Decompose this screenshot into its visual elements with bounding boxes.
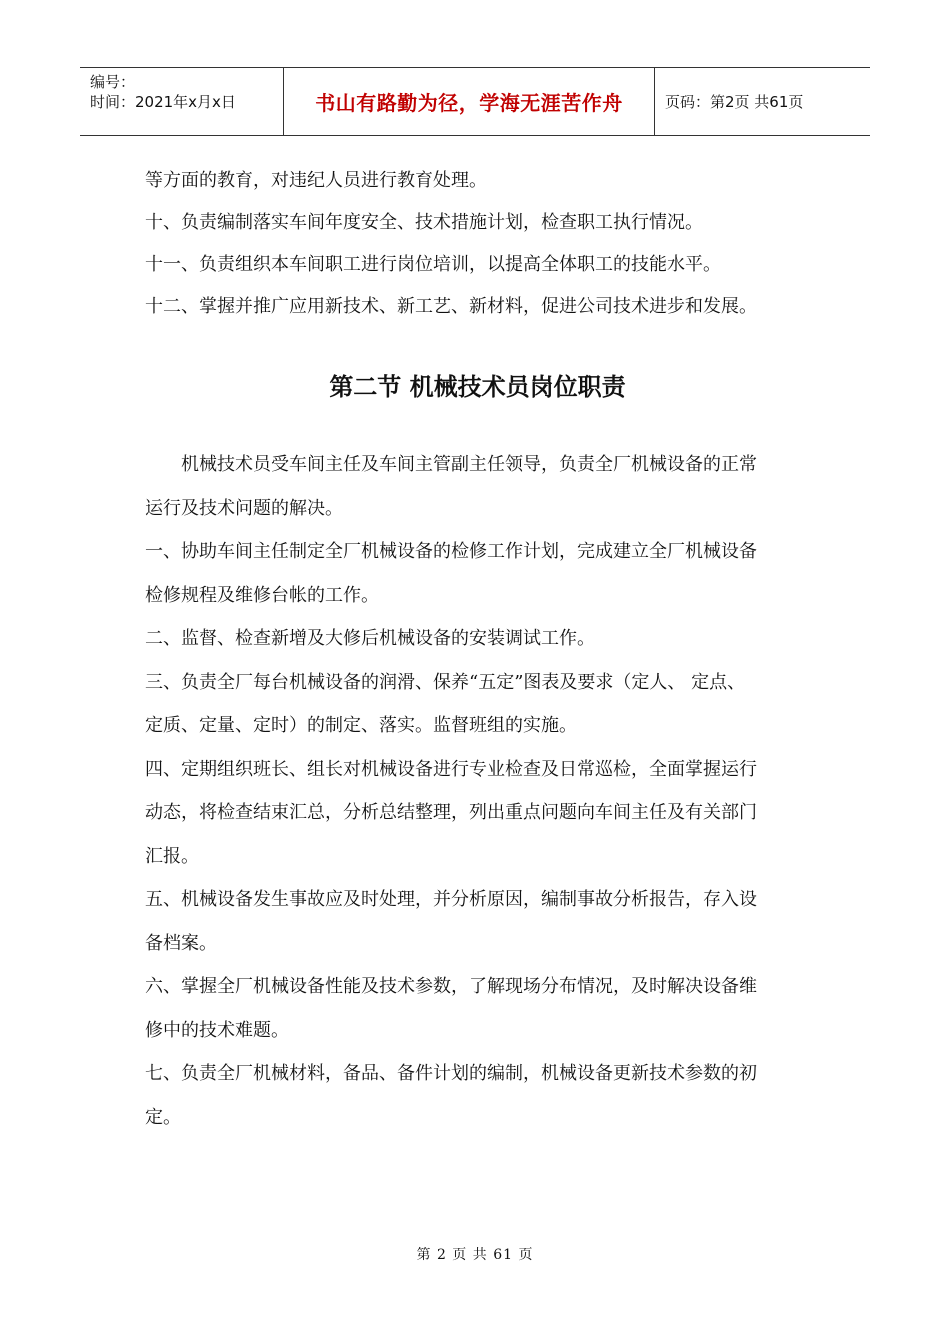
document-date: 时间：2021年x月x日 [90, 93, 236, 111]
body-line: 七、负责全厂机械材料，备品、备件计划的编制，机械设备更新技术参数的初 [145, 1063, 757, 1084]
body-paragraph: 十一、负责组织本车间职工进行岗位培训，以提高全体职工的技能水平。 [145, 254, 721, 275]
spacer [145, 328, 810, 366]
body-line: 备档案。 [145, 932, 217, 954]
body-line: 定质、定量、定时）的制定、落实。监督班组的实施。 [145, 715, 577, 736]
body-line: 五、机械设备发生事故应及时处理，并分析原因，编制事故分析报告，存入设 [145, 889, 757, 910]
body-line: 动态，将检查结束汇总，分析总结整理，列出重点问题向车间主任及有关部门 [145, 802, 757, 823]
page-info-text: 页码：第2页 共61页 [665, 93, 804, 111]
body-line: 机械技术员受车间主任及车间主管副主任领导，负责全厂机械设备的正常 [181, 454, 757, 475]
header-page-info [655, 68, 870, 135]
header-motto-cell [283, 68, 655, 135]
body-paragraph: 十二、掌握并推广应用新技术、新工艺、新材料，促进公司技术进步和发展。 [145, 296, 757, 317]
body-line: 修中的技术难题。 [145, 1019, 289, 1041]
body-line: 一、协助车间主任制定全厂机械设备的检修工作计划，完成建立全厂机械设备 [145, 541, 757, 562]
spacer [145, 408, 810, 443]
body-paragraph: 十、负责编制落实车间年度安全、技术措施计划，检查职工执行情况。 [145, 212, 703, 233]
body-line: 三、负责全厂每台机械设备的润滑、保养“五定”图表及要求（定人、 定点、 [145, 671, 746, 693]
page-footer: 第 2 页 共 61 页 [416, 1247, 534, 1263]
section-title: 第二节 机械技术员岗位职责 [329, 373, 626, 401]
body-line: 定。 [145, 1106, 181, 1128]
body-paragraph: 等方面的教育，对违纪人员进行教育处理。 [145, 170, 487, 191]
header-meta [80, 68, 283, 135]
body-line: 四、定期组织班长、组长对机械设备进行专业检查及日常巡检，全面掌握运行 [145, 758, 757, 780]
header-motto: 书山有路勤为径，学海无涯苦作舟 [315, 91, 623, 115]
body-line: 运行及技术问题的解决。 [145, 497, 343, 519]
body-line: 二、监督、检查新增及大修后机械设备的安装调试工作。 [145, 628, 595, 649]
section-body [145, 443, 810, 1139]
page-header [80, 67, 870, 136]
body-line: 汇报。 [145, 845, 199, 867]
body-line: 六、掌握全厂机械设备性能及技术参数，了解现场分布情况，及时解决设备维 [145, 976, 757, 997]
body-line: 检修规程及维修台帐的工作。 [145, 584, 379, 606]
document-number-label: 编号： [90, 73, 136, 91]
document-body [145, 160, 810, 1139]
